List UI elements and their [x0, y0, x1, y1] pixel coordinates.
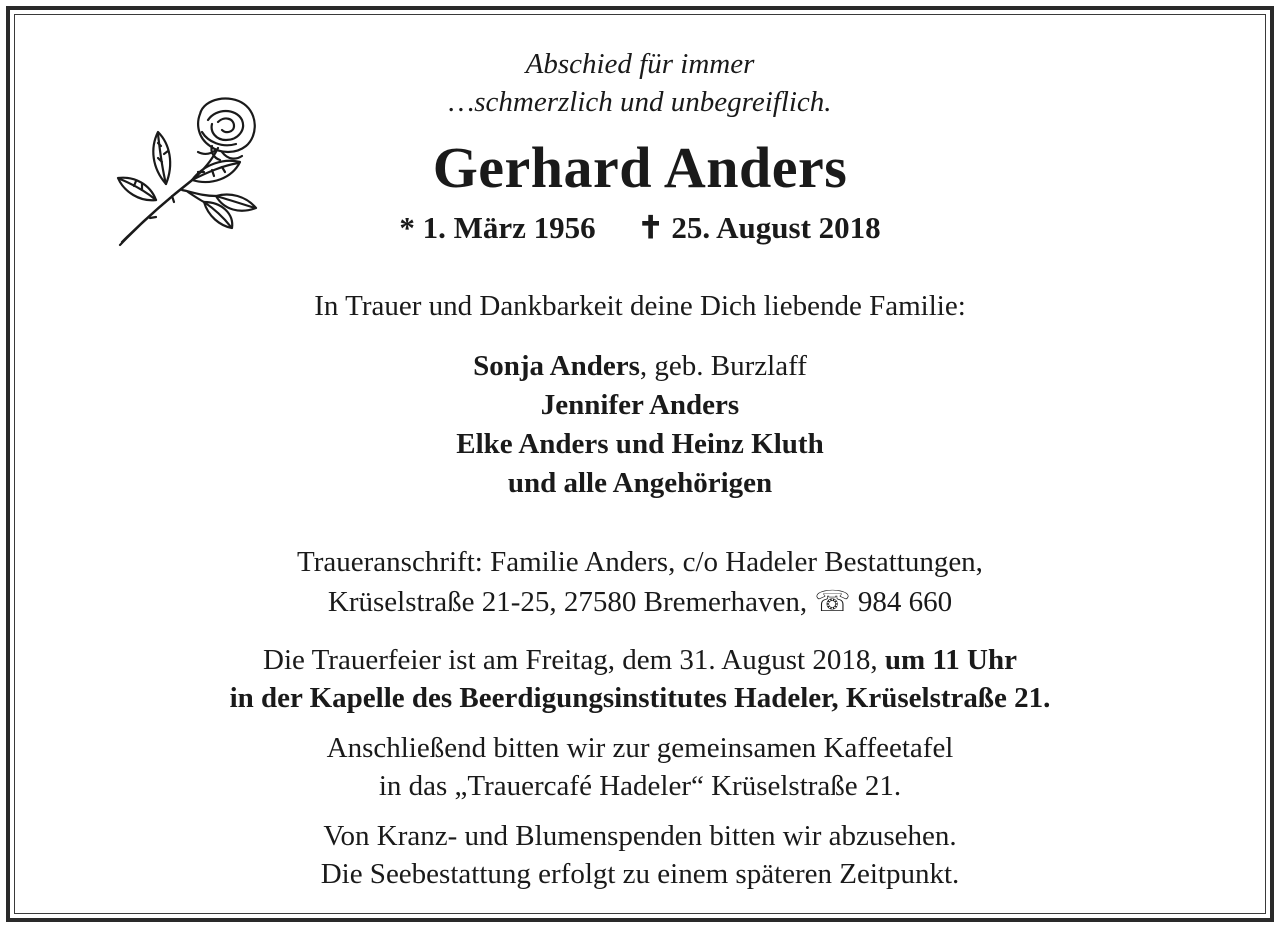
- intro-text: In Trauer und Dankbarkeit deine Dich liebende Familie:: [314, 290, 966, 322]
- coffee-line-2: in das „Trauercafé Hadeler“ Krüselstraße 21.: [378, 770, 902, 802]
- ceremony-date: Die Trauerfeier ist am Freitag, dem 31. August 2018,: [263, 644, 885, 676]
- closing-line-2: Die Seebestattung erfolgt zu einem späteren Zeitpunkt.: [320, 858, 960, 890]
- family-member-4: und alle Angehörigen: [507, 467, 773, 499]
- ceremony-time: um 11 Uhr: [884, 644, 1017, 676]
- family-member-2: Jennifer Anders: [540, 389, 740, 421]
- phone-number: 984 660: [850, 586, 953, 618]
- address-street: Krüselstraße 21-25, 27580 Bremerhaven,: [327, 586, 815, 618]
- address-line-2: [0, 584, 1280, 619]
- life-dates: [0, 210, 1280, 246]
- address-line-1: Traueranschrift: Familie Anders, c/o Hadeler Bestattungen,: [297, 546, 983, 578]
- death-date: 25. August 2018: [671, 210, 881, 245]
- family-member-1-suffix: , geb. Burzlaff: [639, 350, 807, 382]
- header-line-1: Abschied für immer: [525, 48, 755, 80]
- cross-icon: ✝: [637, 210, 664, 245]
- header-line-2: …schmerzlich und unbegreiflich.: [448, 86, 832, 118]
- phone-icon: ☏: [814, 586, 851, 618]
- closing-line-1: Von Kranz- und Blumenspenden bitten wir abzusehen.: [323, 820, 957, 852]
- coffee-line-1: Anschließend bitten wir zur gemeinsamen Kaffeetafel: [326, 732, 954, 764]
- ceremony-line-1: [0, 644, 1280, 677]
- family-member-1: [0, 350, 1280, 383]
- ceremony-line-2: in der Kapelle des Beerdigungsinstitutes Hadeler, Krüselstraße 21.: [229, 682, 1051, 714]
- deceased-name: Gerhard Anders: [432, 135, 848, 200]
- family-member-3: Elke Anders und Heinz Kluth: [456, 428, 824, 460]
- family-member-1-name: Sonja Anders: [473, 350, 640, 382]
- birth-date: * 1. März 1956: [399, 210, 596, 245]
